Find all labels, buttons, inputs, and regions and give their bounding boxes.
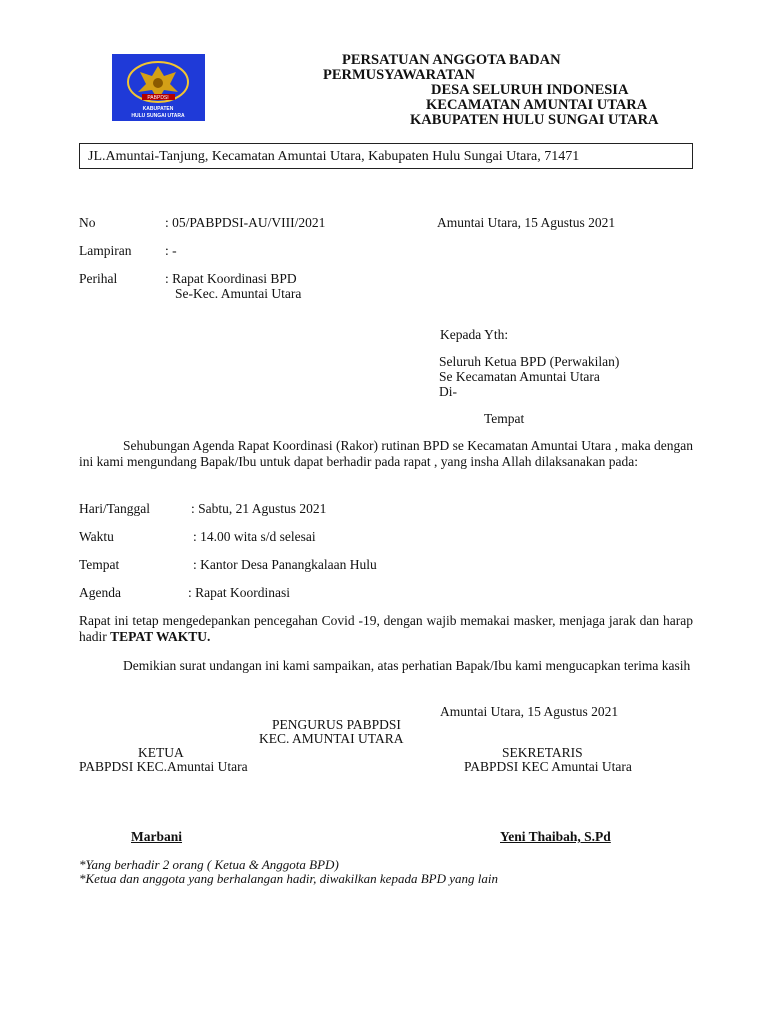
garuda-emblem-icon: [112, 54, 205, 121]
logo-banner: PABPDSI: [147, 95, 169, 101]
letterhead-line-1: PERSATUAN ANGGOTA BADAN: [342, 52, 561, 68]
detail-label-place: Tempat: [79, 557, 120, 572]
no-value: : 05/PABPDSI-AU/VIII/2021: [165, 215, 326, 230]
recipient-line-3: Di-: [439, 384, 457, 399]
detail-value-day: : Sabtu, 21 Agustus 2021: [191, 501, 327, 516]
signature-org-2: KEC. AMUNTAI UTARA: [259, 731, 404, 746]
covid-text: Rapat ini tetap mengedepankan pencegahan Covid -19, dengan wajib memakai masker, menjaga jarak dan harap hadir: [79, 613, 693, 644]
recipient-place: Tempat: [484, 411, 525, 426]
detail-label-time: Waktu: [79, 529, 114, 544]
note-1: *Yang berhadir 2 orang ( Ketua & Anggota BPD): [79, 857, 339, 872]
covid-emphasis: TEPAT WAKTU.: [110, 629, 211, 644]
letterhead-line-4: KECAMATAN AMUNTAI UTARA: [426, 97, 648, 113]
lampiran-label: Lampiran: [79, 243, 132, 258]
right-signatory-org: PABPDSI KEC Amuntai Utara: [464, 759, 632, 774]
letterhead-line-3: DESA SELURUH INDONESIA: [431, 82, 629, 98]
detail-value-agenda: : Rapat Koordinasi: [188, 585, 290, 600]
covid-paragraph: [79, 613, 693, 645]
perihal-value-2: Se-Kec. Amuntai Utara: [175, 286, 302, 301]
letter-date: Amuntai Utara, 15 Agustus 2021: [437, 215, 616, 230]
closing-paragraph: Demikian surat undangan ini kami sampaikan, atas perhatian Bapak/Ibu kami mengucapkan terima kasih: [123, 658, 691, 673]
intro-paragraph: Sehubungan Agenda Rapat Koordinasi (Rakor) rutinan BPD se Kecamatan Amuntai Utara , maka dengan ini kami mengundang Bapak/Ibu untuk dapat berhadir pada rapat , yang insha Allah dilaksanakan pada:: [79, 438, 693, 469]
address-box: [79, 143, 693, 169]
pabpdsi-logo: [112, 54, 205, 121]
perihal-label: Perihal: [79, 271, 118, 286]
letterhead-line-5: KABUPATEN HULU SUNGAI UTARA: [410, 112, 659, 128]
right-signatory-title: SEKRETARIS: [502, 745, 583, 760]
left-signatory-title: KETUA: [138, 745, 184, 760]
note-2: *Ketua dan anggota yang berhalangan hadir, diwakilkan kepada BPD yang lain: [79, 871, 498, 886]
recipient-line-2: Se Kecamatan Amuntai Utara: [439, 369, 600, 384]
lampiran-value: : -: [165, 243, 177, 258]
left-signatory-org: PABPDSI KEC.Amuntai Utara: [79, 759, 248, 774]
address-text: JL.Amuntai-Tanjung, Kecamatan Amuntai Utara, Kabupaten Hulu Sungai Utara, 71471: [88, 149, 580, 164]
signature-date: Amuntai Utara, 15 Agustus 2021: [440, 704, 619, 719]
recipient-greeting: Kepada Yth:: [440, 327, 509, 342]
left-signatory-name: Marbani: [131, 829, 183, 844]
detail-label-day: Hari/Tanggal: [79, 501, 151, 516]
recipient-line-1: Seluruh Ketua BPD (Perwakilan): [439, 354, 620, 369]
detail-value-time: : 14.00 wita s/d selesai: [193, 529, 316, 544]
no-label: No: [79, 215, 96, 230]
logo-caption-1: KABUPATEN: [142, 106, 174, 112]
signature-org-1: PENGURUS PABPDSI: [272, 717, 401, 732]
letterhead-line-2: PERMUSYAWARATAN: [323, 67, 475, 83]
perihal-value-1: : Rapat Koordinasi BPD: [165, 271, 297, 286]
detail-label-agenda: Agenda: [79, 585, 121, 600]
right-signatory-name: Yeni Thaibah, S.Pd: [500, 829, 611, 844]
detail-value-place: : Kantor Desa Panangkalaan Hulu: [193, 557, 377, 572]
logo-caption-2: HULU SUNGAI UTARA: [131, 113, 185, 119]
